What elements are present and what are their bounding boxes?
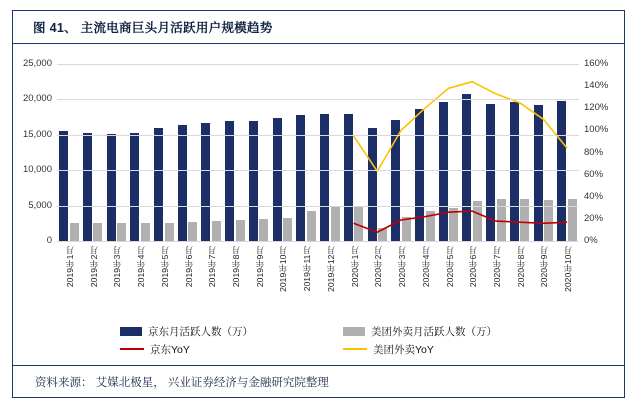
legend-item-meituan-yoy[interactable]	[343, 342, 434, 357]
y-axis-right-tick-label: 80%	[584, 146, 604, 158]
legend-swatch-meituan-mau	[343, 327, 365, 336]
legend-swatch-jd-mau	[120, 327, 142, 336]
x-axis-tick-label: 2020年8月	[515, 246, 526, 288]
x-axis-tick-label: 2020年4月	[420, 246, 431, 288]
y-axis-right-tick-label: 120%	[584, 102, 609, 114]
y-axis-right-tick-label: 20%	[584, 212, 604, 224]
x-axis-tick-label: 2019年12月	[325, 246, 336, 292]
legend-label-jd-yoy: 京东YoY	[150, 343, 190, 356]
x-axis-tick-label: 2019年1月	[64, 246, 75, 288]
x-axis-tick-label: 2020年7月	[491, 246, 502, 288]
grid-line	[57, 99, 579, 100]
source-note: 资料来源： 艾媒北极星， 兴业证券经济与金融研究院整理	[35, 376, 329, 389]
x-axis-tick-label: 2020年1月	[349, 246, 360, 288]
legend-item-meituan-mau[interactable]	[343, 324, 497, 339]
x-axis-tick-label: 2019年10月	[278, 246, 289, 292]
x-axis-tick-label: 2019年3月	[112, 246, 123, 288]
y-axis-left-tick-label: 25,000	[22, 58, 52, 69]
x-axis-tick-label: 2019年4月	[136, 246, 147, 288]
y-axis-right-tick-label: 160%	[584, 58, 609, 69]
y-axis-left-tick-label: 20,000	[22, 93, 52, 105]
y-axis-left-tick-label: 15,000	[22, 128, 52, 140]
x-axis-tick-label: 2019年11月	[302, 246, 313, 292]
legend-swatch-jd-yoy	[120, 348, 144, 350]
y-axis-right-tick-label: 60%	[584, 168, 604, 180]
chart-legend	[120, 322, 520, 358]
x-axis-tick-label: 2019年8月	[230, 246, 241, 288]
legend-label-meituan-mau: 美团外卖月活跃人数（万）	[371, 325, 497, 338]
legend-row-2	[120, 340, 520, 358]
y-axis-left-tick-label: 5,000	[28, 199, 52, 211]
x-axis-tick-label: 2020年5月	[444, 246, 455, 288]
source-bar	[13, 365, 624, 397]
plot-area	[57, 64, 579, 241]
grid-line	[57, 135, 579, 136]
line-path	[354, 82, 567, 172]
figure-title-bar	[13, 11, 624, 44]
grid-line	[57, 206, 579, 207]
y-axis-right-tick-label: 0%	[584, 235, 598, 246]
grid-line	[57, 64, 579, 65]
y-axis-right-tick-label: 100%	[584, 124, 609, 136]
legend-label-jd-mau: 京东月活跃人数（万）	[148, 325, 253, 338]
line-path	[354, 211, 567, 232]
x-axis-tick-label: 2019年2月	[88, 246, 99, 288]
line-series-container	[57, 64, 579, 241]
x-axis-tick-label: 2020年2月	[373, 246, 384, 288]
y-axis-left-tick-label: 10,000	[22, 164, 52, 176]
y-axis-right-tick-label: 40%	[584, 190, 604, 202]
x-axis-tick-label: 2019年9月	[254, 246, 265, 288]
x-axis-tick-label: 2019年5月	[159, 246, 170, 288]
legend-swatch-meituan-yoy	[343, 348, 367, 350]
x-axis-tick-label: 2020年3月	[397, 246, 408, 288]
legend-item-jd-yoy[interactable]	[120, 342, 325, 357]
y-axis-right-tick-label: 140%	[584, 80, 609, 92]
page-title: 图 41、 主流电商巨头月活跃用户规模趋势	[33, 21, 273, 35]
grid-line	[57, 170, 579, 171]
legend-item-jd-mau[interactable]	[120, 324, 325, 339]
y-axis-left-tick-label: 0	[46, 235, 52, 246]
x-axis-tick-label: 2020年10月	[563, 246, 574, 292]
legend-row-1	[120, 322, 520, 340]
x-axis-tick-label: 2019年7月	[207, 246, 218, 288]
legend-label-meituan-yoy: 美团外卖YoY	[373, 343, 434, 356]
grid-line	[57, 241, 579, 242]
x-axis-tick-label: 2020年6月	[468, 246, 479, 288]
x-axis-tick-label: 2020年9月	[539, 246, 550, 288]
x-axis-tick-label: 2019年6月	[183, 246, 194, 288]
